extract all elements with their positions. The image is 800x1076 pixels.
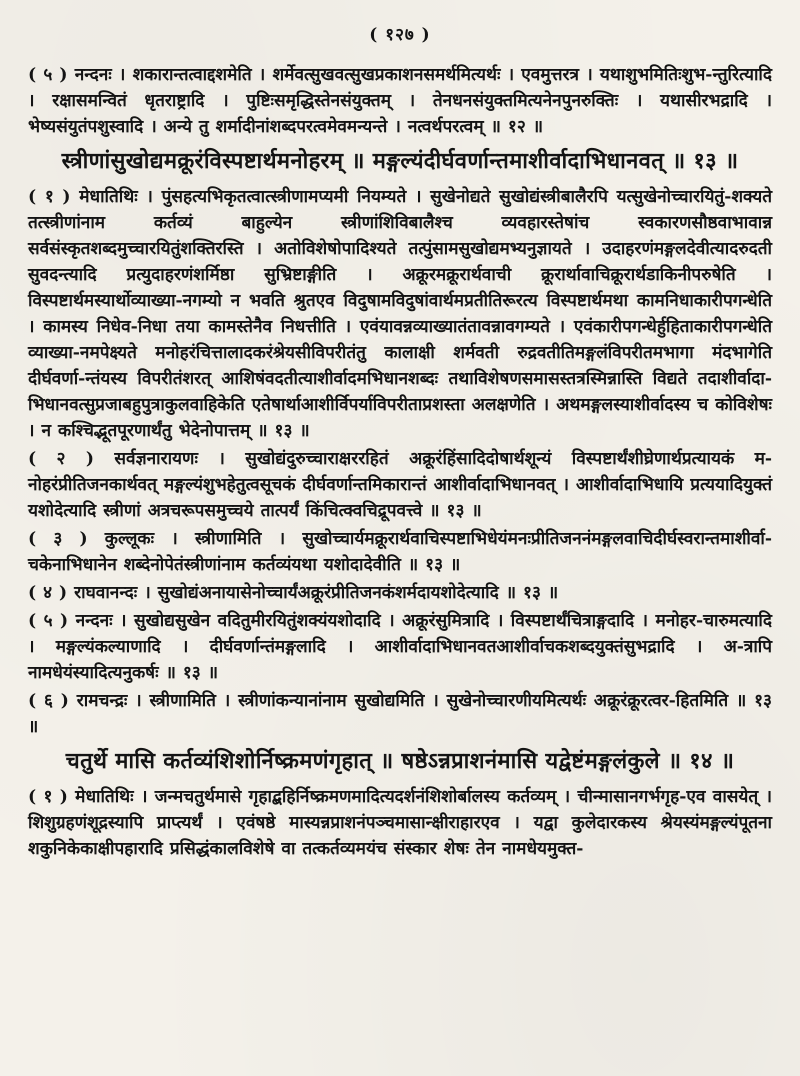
- commentary-nandana-13: ( ५ ) नन्दनः । सुखोद्यसुखेन वदितुमीरयितुंशक्यंयशोदादि । अक्रूरंसुमित्रादि । विस्पष्टार्थंचित्राङ्गदादि । मनोहर-चारुमत्यादि । मङ्गल्यंकल्याणादि । दीर्घवर्णान्तंमङ्गलादि । आशीर्वादाभिधानवतआशीर्वाचकशब्दयुक्तंसुभद्रादि । अ-त्रापि नामधेयंस्यादित्यनुकर्षः ॥ १३ ॥: [28, 611, 772, 683]
- commentary-sarvajna-narayana-13: ( २ ) सर्वज्ञनारायणः । सुखोद्यंदुरुच्चाराक्षररहितं अक्रूरंहिंसादिदोषार्थशून्यं विस्पष्टार्थंशीघ्रेणार्थप्रत्यायकं म-नोहरंप्रीतिजनकार्थवत् मङ्गल्यंशुभहेतुत्वसूचकं दीर्घवर्णान्तमिकारान्तं आशीर्वादाभिधानवत् । आशीर्वादाभिधायि प्रत्ययादियुक्तं यशोदेत्यादि स्त्रीणां अत्रचरूपसमुच्चये तात्पर्यं किंचित्क्वचिद्रूपवत्त्वे ॥ १३ ॥: [28, 449, 772, 521]
- commentary-raghavananda-13: ( ४ ) राघवानन्दः । सुखोद्यंअनायासेनोच्चार्यंअक्रूरंप्रीतिजनकंशर्मदायशोदेत्यादि ॥ १३ ॥: [28, 583, 559, 603]
- commentary-kulluka-13: ( ३ ) कुल्लूकः । स्त्रीणामिति । सुखोच्चार्यमक्रूरार्थवाचिस्पष्टाभिधेयंमनःप्रीतिजननंमङ्गलवाचिदीर्घस्वरान्तमाशीर्वा-चकेनाभिधानेन शब्देनोपेतंस्त्रीणांनाम कर्तव्यंयथा यशोदादेवीति ॥ १३ ॥: [28, 529, 772, 575]
- verse-13-heading: स्त्रीणांसुखोद्यमक्रूरंविस्पष्टार्थमनोहरम् ॥ मङ्गल्यंदीर्घवर्णान्तमाशीर्वादाभिधानवत् ॥ १३ ॥: [61, 148, 739, 174]
- page-number: ( १२७ ): [369, 25, 431, 45]
- commentary-medhatithi-13: ( १ ) मेधातिथिः । पुंसहत्यभिकृतत्वात्स्त्रीणामप्यमी नियम्यते । सुखेनोद्यते सुखोद्यंस्त्रीबालैरपि यत्सुखेनोच्चारयितुं-शक्यते तत्स्त्रीणांनाम कर्तव्यं बाहुल्येन स्त्रीणांशिविबालैश्च व्यवहारस्तेषांच स्वकारणसौष्ठवाभावान्न सर्वसंस्कृतशब्दमुच्चारयितुंशक्तिरस्ति । अतोविशेषोपादिश्यते तत्पुंसामसुखोद्यमभ्यनुज्ञायते । उदाहरणंमङ्गलदेवीत्यादरुदती सुवदन्त्यादि प्रत्युदाहरणंशर्मिष्ठा सुभ्रिष्टाङ्गीति । अक्रूरमक्रूरार्थवाची क्रूरार्थावाचिक्रूरार्थडाकिनीपरुषेति । विस्पष्टार्थमस्यार्थोव्याख्या-नगम्यो न भवति श्रुतएव विदुषामविदुषांवार्थमप्रतीतिरूरत्य विस्पष्टार्थमथा कामनिधाकारीपगन्धेति । कामस्य निधेव-निधा तया कामस्तेनैव निधत्तीति । एवंयावन्नव्याख्यातंतावन्नावगम्यते । एवंकारीपगन्धेर्हुहिताकारीपगन्धेति व्याख्या-नमपेक्ष्यते मनोहरंचित्तालादकरंश्रेयसीविपरीतंतु कालाक्षी शर्मवती रुद्रवतीतिमङ्गलंविपरीतमभागा मंदभागेति दीर्घवर्णा-न्तंयस्य विपरीतंशरत् आशिषंवदतीत्याशीर्वादमभिधानशब्दः तथाविशेषणसमासस्तत्रस्मिन्नास्ति विद्यते तदाशीर्वादा-भिधानवत्सुप्रजाबहुपुत्राकुलवाहिकेति एतेषार्थाआशीर्विपर्याविपरीताप्रशस्ता अलक्षणेति । अथमङ्गलस्याशीर्वादस्य च कोविशेषः । न कश्चिद्भूतपूरणार्थंतु भेदेनोपात्तम् ॥ १३ ॥: [28, 187, 772, 441]
- commentary-medhatithi-14: ( १ ) मेधातिथिः । जन्मचतुर्थमासे गृहाद्बहिर्निष्क्रमणमादित्यदर्शनंशिशोर्बालस्य कर्तव्यम् । चीन्मासानगर्भगृह-एव वासयेत् । शिशुग्रहणंशूद्रस्यापि प्राप्त्यर्थं । एवंषष्ठे मास्यन्नप्राशनंपञ्चमासान्क्षीराहारएव । यद्वा कुलेदारकस्य श्रेयस्यंमङ्गल्यंपूतना शकुनिकेकाक्षीपहारादि प्रसिद्धंकालविशेषे वा तत्कर्तव्यमयंच संस्कार शेषः तेन नामधेयमुक्त-: [28, 787, 772, 859]
- commentary-ramachandra-13: ( ६ ) रामचन्द्रः । स्त्रीणामिति । स्त्रीणांकन्यानांनाम सुखोद्यमिति । सुखेनोच्चारणीयमित्यर्थः अक्रूरंक्रूरत्वर-हितमिति ॥ १३ ॥: [28, 691, 772, 737]
- commentary-nandana-12: ( ५ ) नन्दनः । शकारान्तत्वाद्दशमेति । शर्मेवत्सुखवत्सुखप्रकाशनसमर्थमित्यर्थः । एवमुत्तरत्र । यथाशुभमितिःशुभ-न्तुरित्यादि । रक्षासमन्वितं धृतराष्ट्रादि । पुष्टिःसमृद्धिस्तेनसंयुक्तम् । तेनधनसंयुक्तमित्यनेनपुनरुक्तिः । यथासीरभद्रादि । भेष्यसंयुतंपशुस्वादि । अन्ये तु शर्मादीनांशब्दपरत्वमेवमन्यन्ते । नत्वर्थपरत्वम् ॥ १२ ॥: [28, 65, 772, 137]
- verse-14-heading: चतुर्थे मासि कर्तव्यंशिशोर्निष्क्रमणंगृहात् ॥ षष्ठेऽन्नप्राशनंमासि यद्वेष्टंमङ्गलंकुले ॥ १४ ॥: [65, 748, 735, 774]
